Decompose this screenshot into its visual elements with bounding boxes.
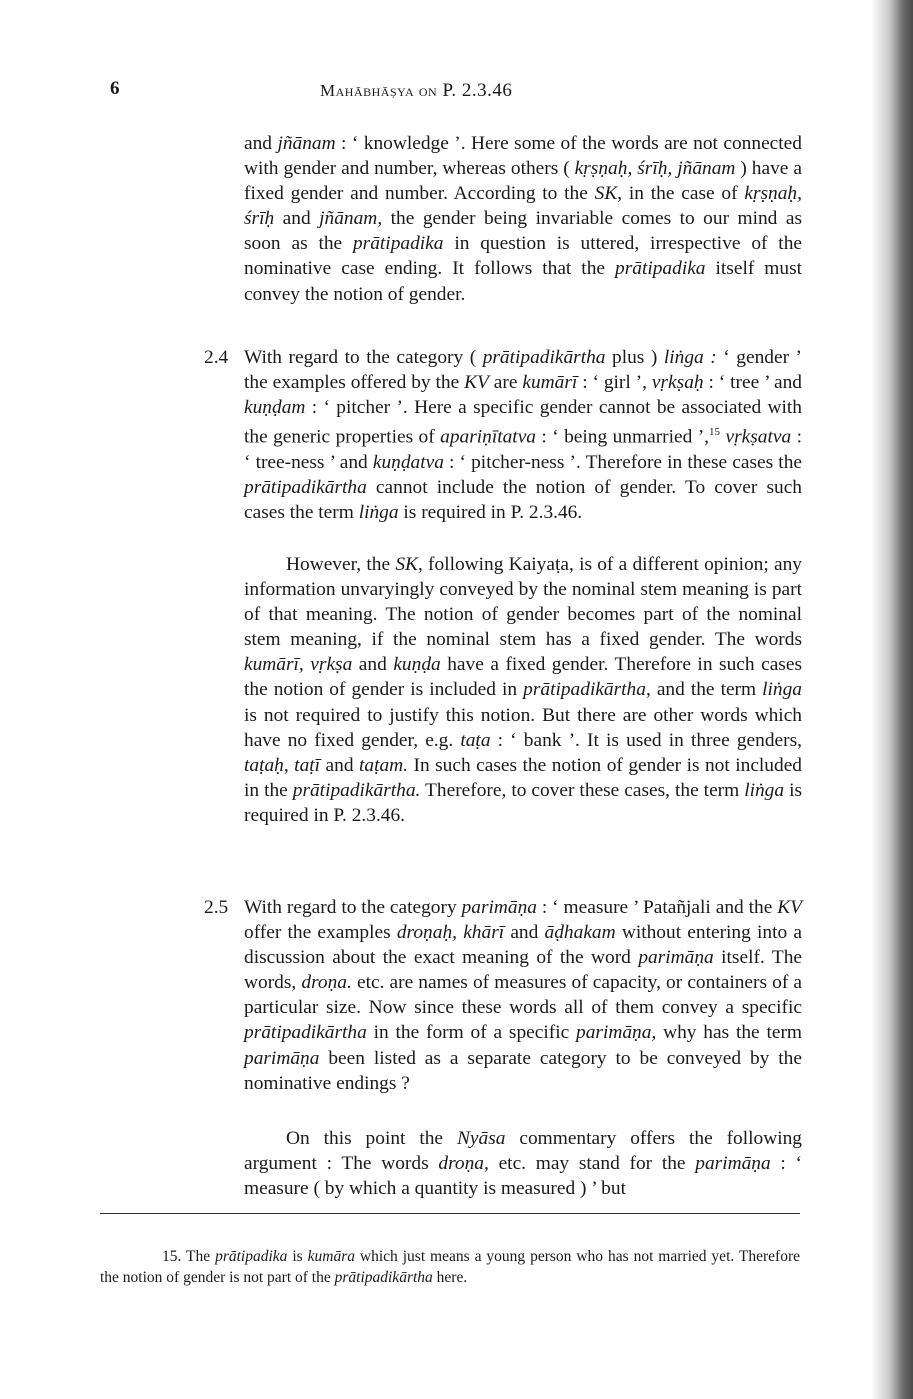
running-head-title: Mahābhāṣya on (320, 81, 438, 100)
section-number-2-4: 2.4 (204, 347, 229, 368)
footnote-15: 15. The prātipadika is kumāra which just means a young person who has not married yet. Therefore the notion of gender is not part of the prātipadikārtha here. (100, 1247, 800, 1286)
paragraph-continuation: and jñānam : ‘ knowledge ’. Here some of the words are not connected with gender and number, whereas others ( kṛṣṇaḥ, śrīḥ, jñānam ) have a fixed gender and number. According to the SK, in the case of kṛṣṇaḥ, śrīḥ and jñānam, the gender being invariable comes to our mind as soon as the prātipadika in question is uttered, irrespective of the nominative case ending. It follows that the prātipadika itself must convey the notion of gender. (244, 133, 802, 305)
section-number-2-5: 2.5 (204, 897, 229, 918)
footnote-reference: 15 (709, 426, 721, 439)
section-2-5-paragraph: With regard to the category parimāṇa : ‘ measure ’ Patañjali and the KV offer the examples droṇaḥ, khārī and āḍhakam without entering into a discussion about the exact meaning of the word parimāṇa itself. The words, droṇa. etc. are names of measures of capacity, or containers of a particular size. Now since these words all of them convey a specific prātipadikārtha in the form of a specific parimāṇa, why has the term parimāṇa been listed as a separate category to be conveyed by the nominative endings ? (244, 897, 802, 1094)
footnote-divider (100, 1213, 800, 1214)
scanned-page-edge (871, 0, 913, 1399)
page-number: 6 (110, 78, 120, 99)
paragraph-nyasa: On this point the Nyāsa commentary offers the following argument : The words droṇa, etc. may stand for the parimāṇa : ‘ measure ( by which a quantity is measured ) ’ but (244, 1128, 802, 1200)
running-head (320, 80, 512, 102)
section-2-4-paragraph: With regard to the category ( prātipadikārtha plus ) liṅga : ‘ gender ’ the examples offered by the KV are kumārī : ‘ girl ’, vṛkṣaḥ : ‘ tree ’ and kuṇḍam : ‘ pitcher ’. Here a specific gender cannot be associated with the generic properties of apariṇītatva : ‘ being unmarried ’,$^{15}$ vṛkṣatva : ‘ tree-ness ’ and kuṇḍatva : ‘ pitcher-ness ’. Therefore in these cases the prātipadikārtha cannot include the notion of gender. To cover such cases the term liṅga is required in P. 2.3.46. (244, 347, 803, 524)
running-head-ref: P. 2.3.46 (442, 80, 513, 101)
paragraph-sk-opinion: However, the SK, following Kaiyaṭa, is of a different opinion; any information unvaryingly conveyed by the nominal stem meaning is part of that meaning. The notion of gender becomes part of the nominal stem meaning, if the nominal stem has a fixed gender. The words kumārī, vṛkṣa and kuṇḍa have a fixed gender. Therefore in such cases the notion of gender is included in prātipadikārtha, and the term liṅga is not required to justify this notion. But there are other words which have no fixed gender, e.g. taṭa : ‘ bank ’. It is used in three genders, taṭaḥ, taṭī and taṭam. In such cases the notion of gender is not included in the prātipadikārtha. Therefore, to cover these cases, the term liṅga is required in P. 2.3.46. (244, 554, 803, 826)
footnote-number: 15. (162, 1247, 182, 1265)
